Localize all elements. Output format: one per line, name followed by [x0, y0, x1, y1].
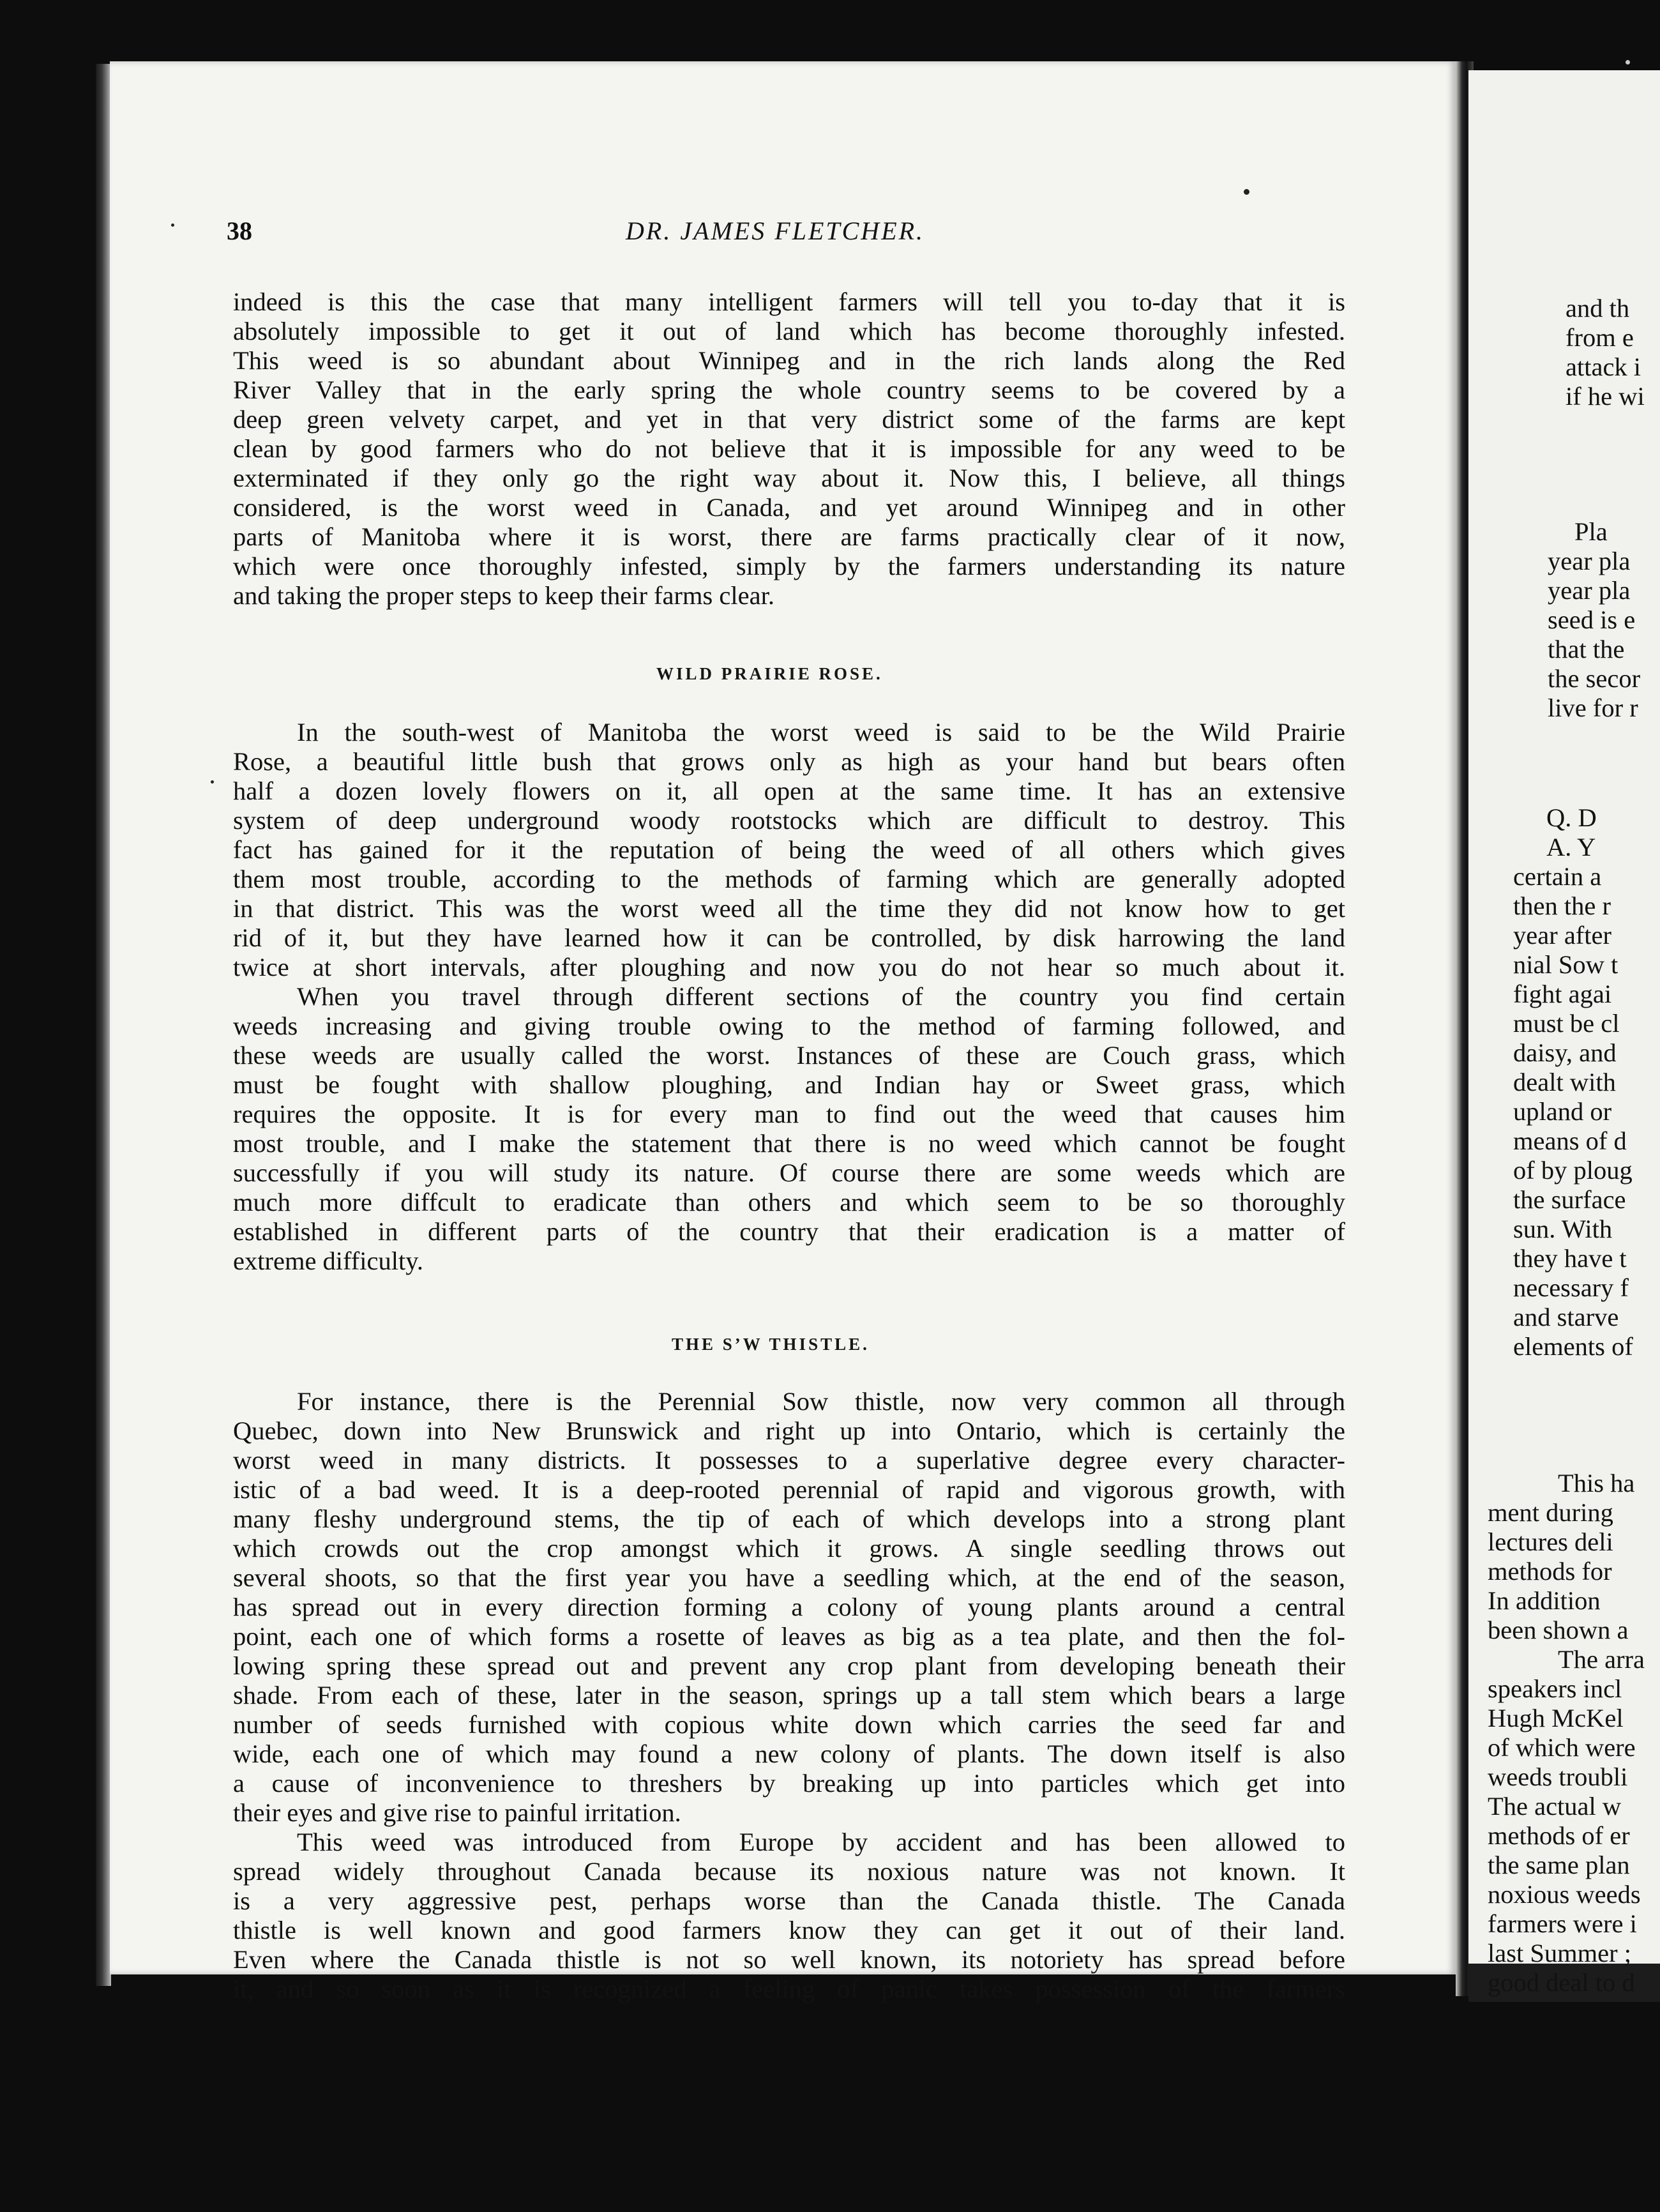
text-line: When you travel through different sections of the country you find certain	[297, 982, 1345, 1011]
intro-paragraph	[233, 287, 1345, 610]
text-line: dealt with	[1513, 1068, 1616, 1096]
scan-speck	[171, 223, 174, 227]
rose-paragraph-1	[233, 718, 1345, 982]
text-line: indeed is this the case that many intelligent farmers will tell you to-day that it is	[233, 287, 1345, 316]
text-line: shade. From each of these, later in the season, springs up a tall stem which bears a large	[233, 1681, 1345, 1709]
text-line: fight agai	[1513, 980, 1612, 1008]
text-line: lectures deli	[1488, 1527, 1613, 1556]
text-line: River Valley that in the early spring the whole country seems to be covered by a	[233, 375, 1345, 404]
text-line: several shoots, so that the first year you have a seedling which, at the end of the season,	[233, 1563, 1345, 1592]
right-page-block-4	[1488, 1469, 1660, 1997]
text-line: is a very aggressive pest, perhaps worse than the Canada thistle. The Canada	[233, 1886, 1345, 1915]
text-line: the same plan	[1488, 1851, 1630, 1879]
text-line: noxious weeds	[1488, 1880, 1641, 1909]
text-line: methods for	[1488, 1557, 1612, 1586]
text-line: these weeds are usually called the worst. Instances of these are Couch grass, which	[233, 1041, 1345, 1070]
text-line: in that district. This was the worst weed all the time they did not know how to get	[233, 894, 1345, 923]
scan-speck	[1626, 60, 1630, 64]
text-line: necessary f	[1513, 1273, 1629, 1302]
text-line: speakers incl	[1488, 1674, 1622, 1703]
thistle-paragraph-1	[233, 1387, 1345, 1828]
text-line: seed is e	[1548, 605, 1636, 634]
text-line: many fleshy underground stems, the tip of each of which develops into a strong plant	[233, 1504, 1345, 1533]
text-line: In addition	[1488, 1586, 1601, 1615]
text-line: Even where the Canada thistle is not so well known, its notoriety has spread before	[233, 1945, 1345, 1974]
text-line: weeds increasing and giving trouble owing to the method of farming followed, and	[233, 1011, 1345, 1040]
text-line: elements of	[1513, 1332, 1633, 1361]
text-line: thistle is well known and good farmers know they can get it out of their land.	[233, 1916, 1345, 1944]
text-line: a cause of inconvenience to threshers by breaking up into particles which get into	[233, 1769, 1345, 1798]
text-line: parts of Manitoba where it is worst, there are farms practically clear of it now,	[233, 522, 1345, 551]
right-page-block-1	[1566, 294, 1660, 411]
text-line: point, each one of which forms a rosette of leaves as big as a tea plate, and then the fol-	[233, 1622, 1345, 1651]
text-line: spread widely throughout Canada because its noxious nature was not known. It	[233, 1857, 1345, 1886]
text-line: that the	[1548, 635, 1625, 663]
text-line: live for r	[1548, 693, 1638, 722]
right-page-block-2	[1548, 517, 1660, 723]
section-heading-sow-thistle: THE S’W THISTLE.	[672, 1335, 870, 1354]
text-line: year after	[1513, 921, 1611, 950]
scan-speck	[211, 780, 214, 784]
rose-paragraph-2	[233, 982, 1345, 1276]
text-line: it, and so soon as it is recognized a feeling of panic takes possession of the farmers	[233, 1974, 1345, 2003]
text-line: attack i	[1566, 352, 1641, 381]
text-line: worst weed in many districts. It possesses to a superlative degree every character-	[233, 1446, 1345, 1474]
text-line: A. Y	[1546, 833, 1596, 861]
text-line: which crowds out the crop amongst which it grows. A single seedling throws out	[233, 1534, 1345, 1563]
text-line: farmers were i	[1488, 1909, 1637, 1938]
text-line: absolutely impossible to get it out of land which has become thoroughly infested.	[233, 317, 1345, 345]
text-line: and starve	[1513, 1303, 1619, 1331]
text-line: system of deep underground woody rootstocks which are difficult to destroy. This	[233, 806, 1345, 835]
text-line: considered, is the worst weed in Canada, and yet around Winnipeg and in other	[233, 493, 1345, 522]
text-line: year pla	[1548, 547, 1631, 575]
text-line: The actual w	[1488, 1792, 1622, 1821]
text-line: they have t	[1513, 1244, 1627, 1273]
text-line: upland or	[1513, 1097, 1612, 1126]
text-line: Quebec, down into New Brunswick and right up into Ontario, which is certainly the	[233, 1416, 1345, 1445]
text-line: the surface	[1513, 1185, 1626, 1214]
text-line: their eyes and give rise to painful irritation.	[233, 1798, 681, 1827]
text-line: This weed is so abundant about Winnipeg and in the rich lands along the Red	[233, 346, 1345, 375]
text-line: much more diffcult to eradicate than others and which seem to be so thoroughly	[233, 1188, 1345, 1216]
text-line: Rose, a beautiful little bush that grows only as high as your hand but bears often	[233, 747, 1345, 776]
text-line: then the r	[1513, 891, 1611, 920]
scan-speck	[1244, 189, 1249, 195]
text-line: from e	[1566, 323, 1634, 352]
thistle-paragraph-2	[233, 1828, 1345, 2004]
text-line: of which were	[1488, 1733, 1636, 1762]
text-line: of by ploug	[1513, 1156, 1633, 1185]
text-line: sun. With	[1513, 1215, 1613, 1243]
text-line: certain a	[1513, 862, 1602, 891]
text-line: Hugh McKel	[1488, 1704, 1624, 1732]
text-line: exterminated if they only go the right way about it. Now this, I believe, all things	[233, 464, 1345, 492]
text-line: has spread out in every direction forming a colony of young plants around a central	[233, 1593, 1345, 1621]
text-line: ment during	[1488, 1498, 1613, 1527]
text-line: been shown a	[1488, 1616, 1629, 1644]
section-heading-wild-prairie-rose: WILD PRAIRIE ROSE.	[656, 664, 883, 683]
text-line: daisy, and	[1513, 1038, 1617, 1067]
text-line: rid of it, but they have learned how it can be controlled, by disk harrowing the land	[233, 923, 1345, 952]
text-line: established in different parts of the country that their eradication is a matter of	[233, 1217, 1345, 1246]
text-line: Q. D	[1546, 803, 1597, 832]
text-line: clean by good farmers who do not believe that it is impossible for any weed to be	[233, 434, 1345, 463]
text-line: must be cl	[1513, 1009, 1620, 1038]
text-line: For instance, there is the Perennial Sow thistle, now very common all through	[297, 1387, 1345, 1416]
text-line: requires the opposite. It is for every man to find out the weed that causes him	[233, 1100, 1345, 1128]
text-line: lowing spring these spread out and prevent any crop plant from developing beneath their	[233, 1651, 1345, 1680]
text-line: deep green velvety carpet, and yet in that very district some of the farms are kept	[233, 405, 1345, 434]
text-line: This weed was introduced from Europe by accident and has been allowed to	[297, 1828, 1345, 1856]
page-number: 38	[227, 216, 252, 245]
text-line: The arra	[1558, 1645, 1645, 1674]
text-line: successfully if you will study its nature. Of course there are some weeds which are	[233, 1158, 1345, 1187]
text-line: weeds troubli	[1488, 1762, 1628, 1791]
text-line: and taking the proper steps to keep their farms clear.	[233, 581, 774, 610]
text-line: istic of a bad weed. It is a deep-rooted perennial of rapid and vigorous growth, with	[233, 1475, 1345, 1504]
text-line: number of seeds furnished with copious white down which carries the seed far and	[233, 1710, 1345, 1739]
text-line: and th	[1566, 294, 1630, 322]
text-line: last Summer ;	[1488, 1939, 1631, 1967]
text-line: Pla	[1574, 517, 1608, 546]
text-line: year pla	[1548, 576, 1631, 605]
text-line: methods of er	[1488, 1821, 1630, 1850]
text-line: nial Sow t	[1513, 950, 1618, 979]
text-line: good deal to d	[1488, 1968, 1635, 1997]
text-line: half a dozen lovely flowers on it, all open at the same time. It has an extensive	[233, 776, 1345, 805]
text-line: In the south-west of Manitoba the worst weed is said to be the Wild Prairie	[297, 718, 1345, 746]
text-line: the secor	[1548, 664, 1641, 693]
text-line: means of d	[1513, 1126, 1627, 1155]
text-line: them most trouble, according to the methods of farming which are generally adopted	[233, 865, 1345, 893]
text-line: fact has gained for it the reputation of being the weed of all others which gives	[233, 835, 1345, 864]
text-line: which were once thoroughly infested, simply by the farmers understanding its nature	[233, 552, 1345, 580]
text-line: most trouble, and I make the statement that there is no weed which cannot be fought	[233, 1129, 1345, 1158]
text-line: if he wi	[1566, 382, 1645, 411]
page-edge-shadow	[96, 64, 111, 1986]
text-line: twice at short intervals, after ploughing and now you do not hear so much about it.	[233, 953, 1345, 981]
text-line: This ha	[1558, 1469, 1635, 1497]
right-page-block-3	[1513, 803, 1660, 1361]
text-line: wide, each one of which may found a new colony of plants. The down itself is also	[233, 1739, 1345, 1768]
text-line: extreme difficulty.	[233, 1246, 424, 1275]
running-head: DR. JAMES FLETCHER.	[626, 216, 925, 245]
text-line: must be fought with shallow ploughing, and Indian hay or Sweet grass, which	[233, 1070, 1345, 1099]
